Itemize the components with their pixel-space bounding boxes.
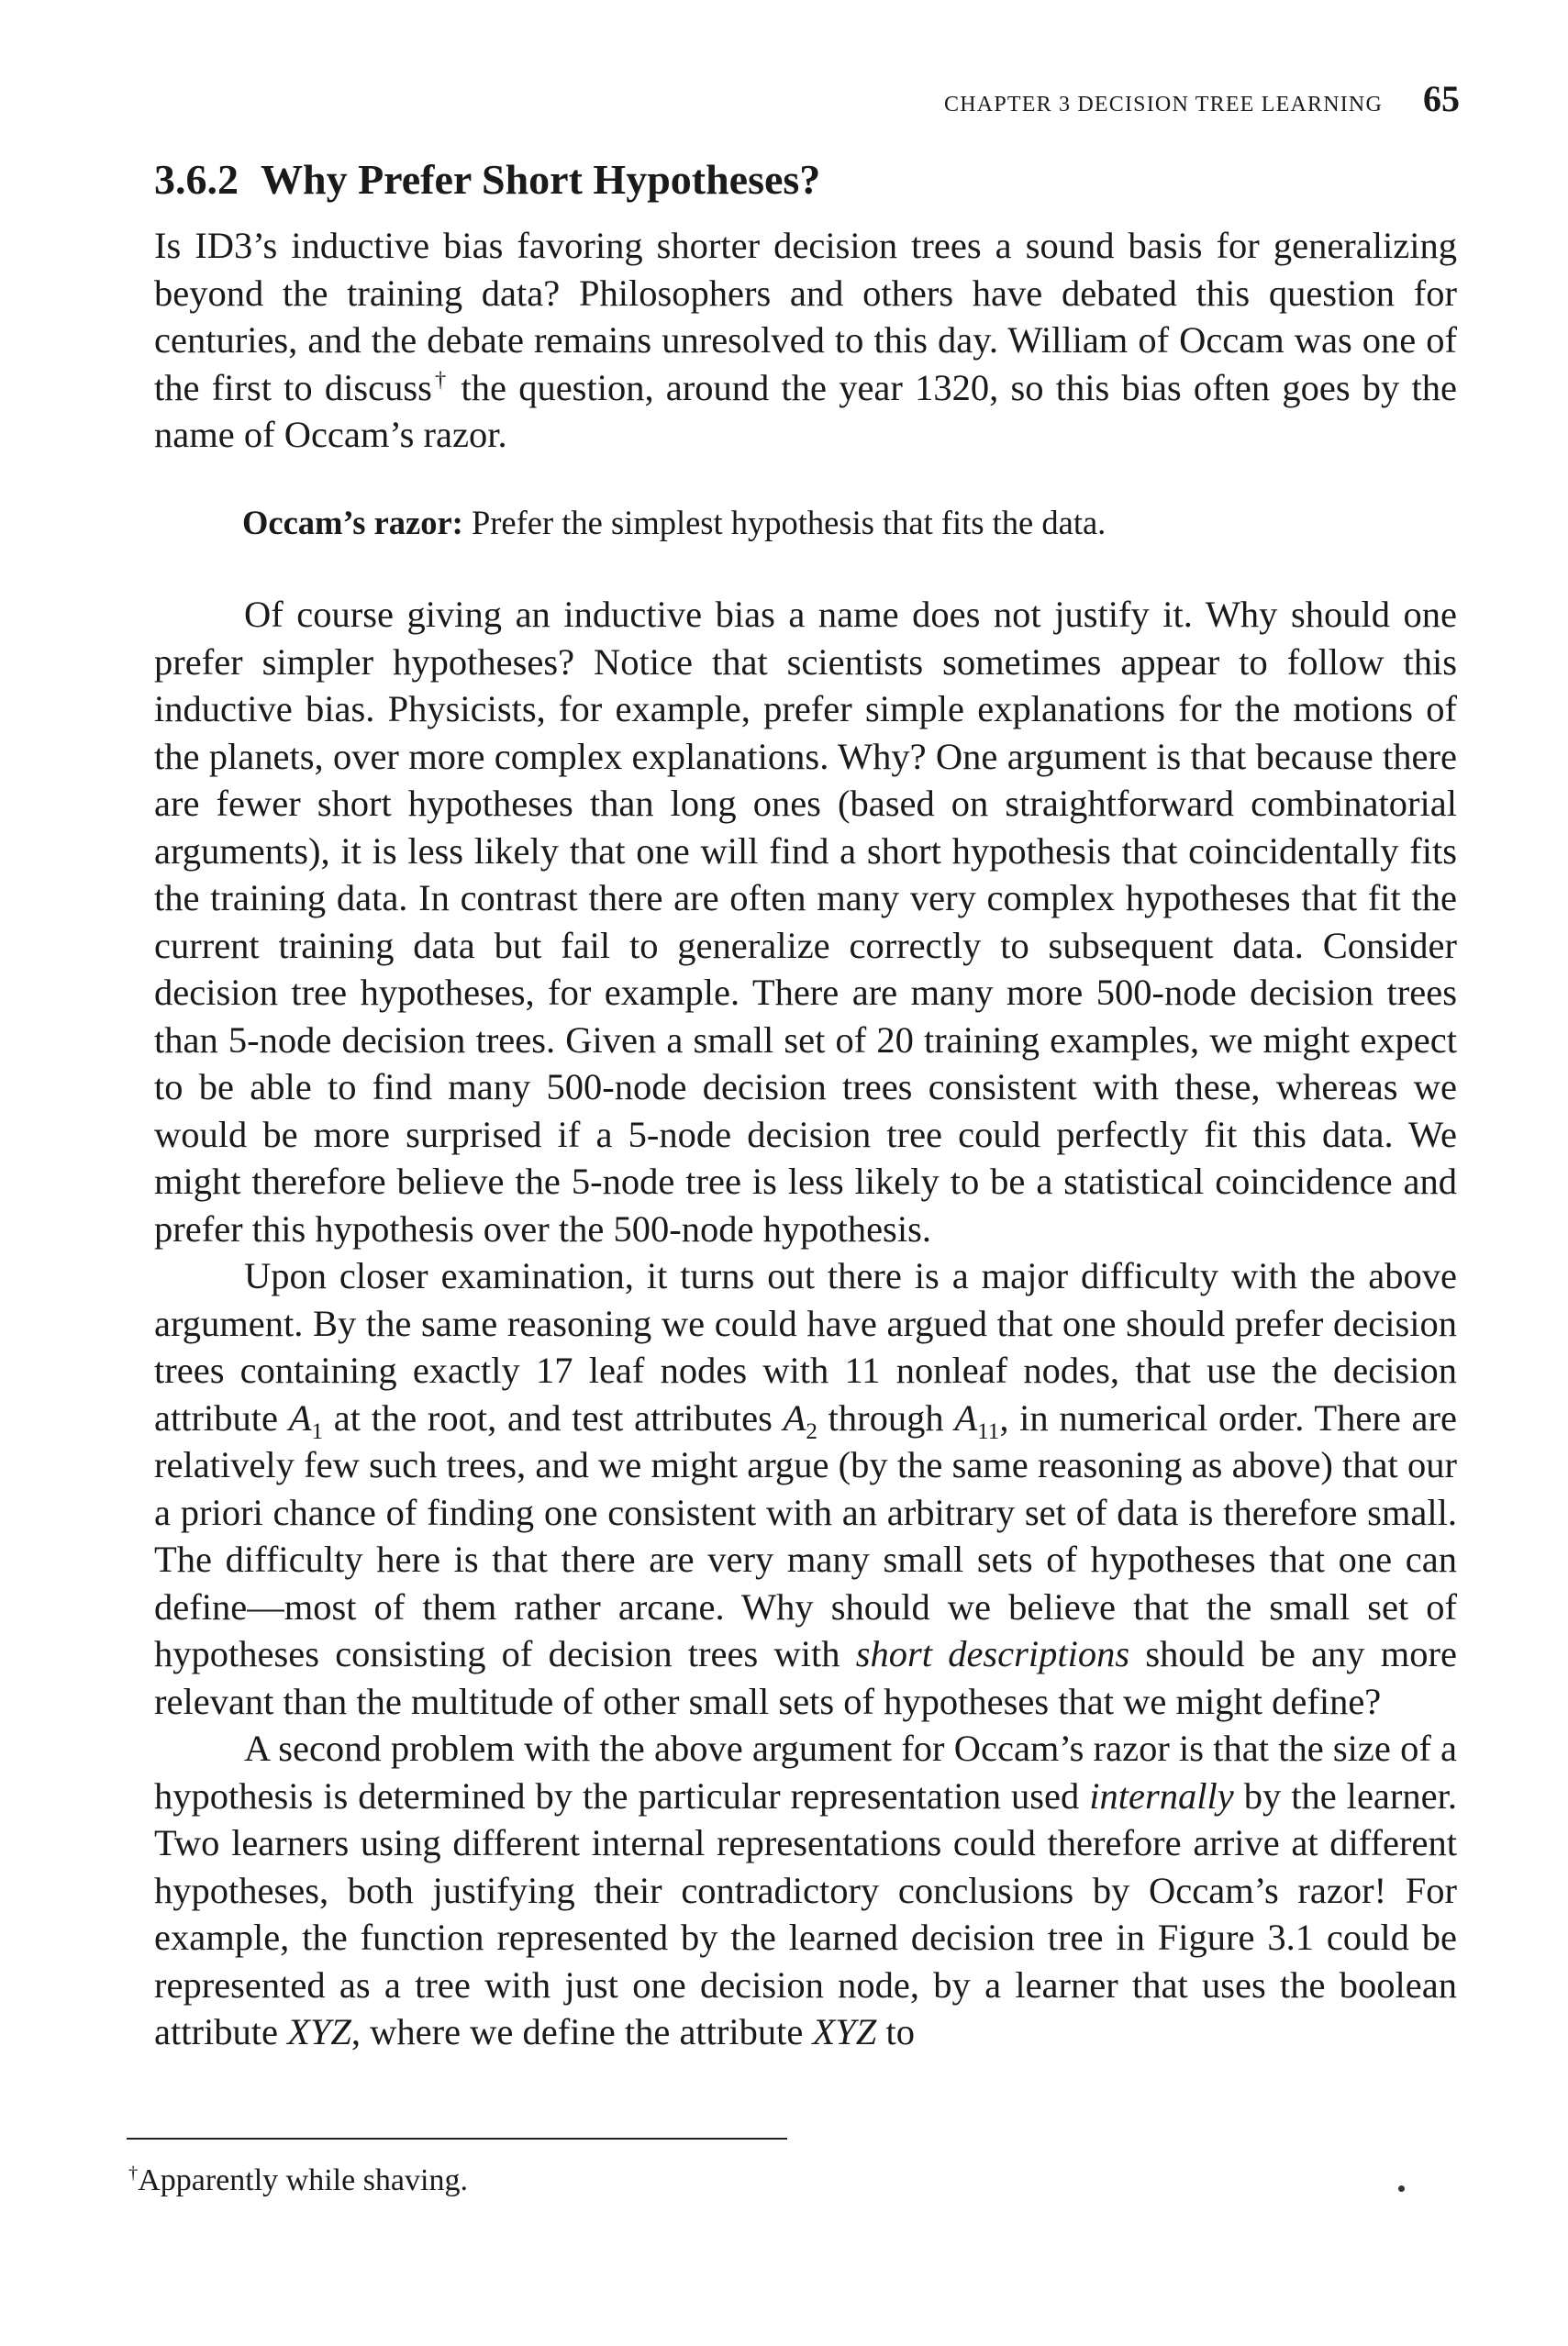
paragraph-difficulty-text-2: at the root, and test attributes — [323, 1396, 784, 1439]
math-subscript: 1 — [311, 1418, 323, 1444]
running-head — [944, 77, 1460, 120]
chapter-title: CHAPTER 3 DECISION TREE LEARNING — [944, 93, 1383, 117]
math-variable: A — [954, 1396, 978, 1439]
definition-text: Prefer the simplest hypothesis that fits the data. — [462, 504, 1106, 541]
math-variable: XYZ — [812, 2011, 877, 2052]
page-number: 65 — [1423, 78, 1460, 119]
paragraph-difficulty-text-1: Upon closer examination, it turns out there is a major difficulty with the above argument. By the same reasoning we could have argued that one should prefer decision trees containing exactly 17 leaf nodes with 11 nonleaf nodes, that use the decision attribute — [154, 1255, 1457, 1439]
body-paragraphs — [154, 591, 1457, 2056]
math-variable: A — [783, 1396, 806, 1439]
paragraph-argument: Of course giving an inductive bias a name does not justify it. Why should one prefer simpler hypotheses? Notice that scientists sometimes appear to follow this inductive bias. Physicists, for example, prefer simple explanations for the motions of the planets, over more complex explanations. Why? One argument is that because there are fewer short hypotheses than long ones (based on straightforward combinatorial arguments), it is less likely that one will find a short hypothesis that coincidentally fits the training data. In contrast there are often many very complex hypotheses that fit the current training data but fail to generalize correctly to subsequent data. Consider decision tree hypotheses, for example. There are many more 500-node decision trees than 5-node decision trees. Given a small set of 20 training examples, we might expect to be able to find many 500-node decision trees consistent with these, whereas we would be more surprised if a 5-node decision tree could perfectly fit this data. We might therefore believe the 5-node tree is less likely to be a statistical coincidence and prefer this hypothesis over the 500-node hypothesis. — [154, 594, 1457, 1250]
math-subscript: 2 — [806, 1418, 817, 1444]
definition-term: Occam’s razor: — [242, 504, 463, 541]
paragraph-representation-text-1: A second problem with the above argument for Occam’s razor is that the size of a hypothesis is determined by the particular representation used — [154, 1728, 1457, 1817]
paragraph-intro — [154, 222, 1457, 459]
definition-occams-razor — [242, 501, 1106, 545]
print-speck — [1398, 2185, 1405, 2192]
math-variable: XYZ — [287, 2011, 351, 2052]
paragraph-representation-text-4: to — [876, 2011, 915, 2052]
paragraph-representation-text-2: by the learner. Two learners using different internal representations could therefore arrive at different hypotheses, both justifying their contradictory conclusions by Occam’s razor! For example, the function represented by the learned decision tree in Figure 3.1 could be represented as a tree with just one decision node, by a learner that uses the boolean attribute — [154, 1774, 1457, 2052]
paragraph-difficulty-text-4: , in numerical order. There are relatively few such trees, and we might argue (by the same reasoning as above) that our a priori chance of finding one consistent with an arbitrary set of data is therefore small. The difficulty here is that there are very many small sets of hypotheses that one can define—most of them rather arcane. Why should we believe that the small set of hypotheses consisting of decision trees with — [154, 1396, 1457, 1674]
math-variable: A — [288, 1396, 312, 1439]
paragraph-difficulty — [154, 1252, 1457, 1725]
math-subscript: 11 — [977, 1418, 1000, 1444]
section-heading — [154, 154, 820, 205]
paragraph-intro-text-2: the question, around the year 1320, so this bias often goes by the name of Occam’s razor. — [154, 366, 1458, 455]
paragraph-difficulty-text-5: should be any more relevant than the multitude of other small sets of hypotheses that we might define? — [154, 1633, 1457, 1722]
paragraph-intro-text-1: Is ID3’s inductive bias favoring shorter decision trees a sound basis for generalizing beyond the training data? Philosophers and others have debated this question for centuries, and the debate remains unresolved to this day. William of Occam was one of the first to discuss — [154, 225, 1457, 408]
emphasis: internally — [1089, 1774, 1234, 1817]
paragraph-difficulty-text-3: through — [817, 1396, 955, 1439]
footnote-divider — [127, 2138, 787, 2140]
section-number: 3.6.2 — [154, 156, 239, 203]
paragraph-representation — [154, 1725, 1457, 2056]
footnote-text: Apparently while shaving. — [138, 2163, 468, 2197]
footnote-reference: † — [431, 367, 450, 392]
footnote-mark: † — [128, 2163, 139, 2184]
paragraph-representation-text-3: , where we define the attribute — [350, 2011, 813, 2052]
footnote — [128, 2161, 468, 2201]
section-title: Why Prefer Short Hypotheses? — [261, 156, 821, 203]
emphasis: short descriptions — [855, 1633, 1130, 1674]
